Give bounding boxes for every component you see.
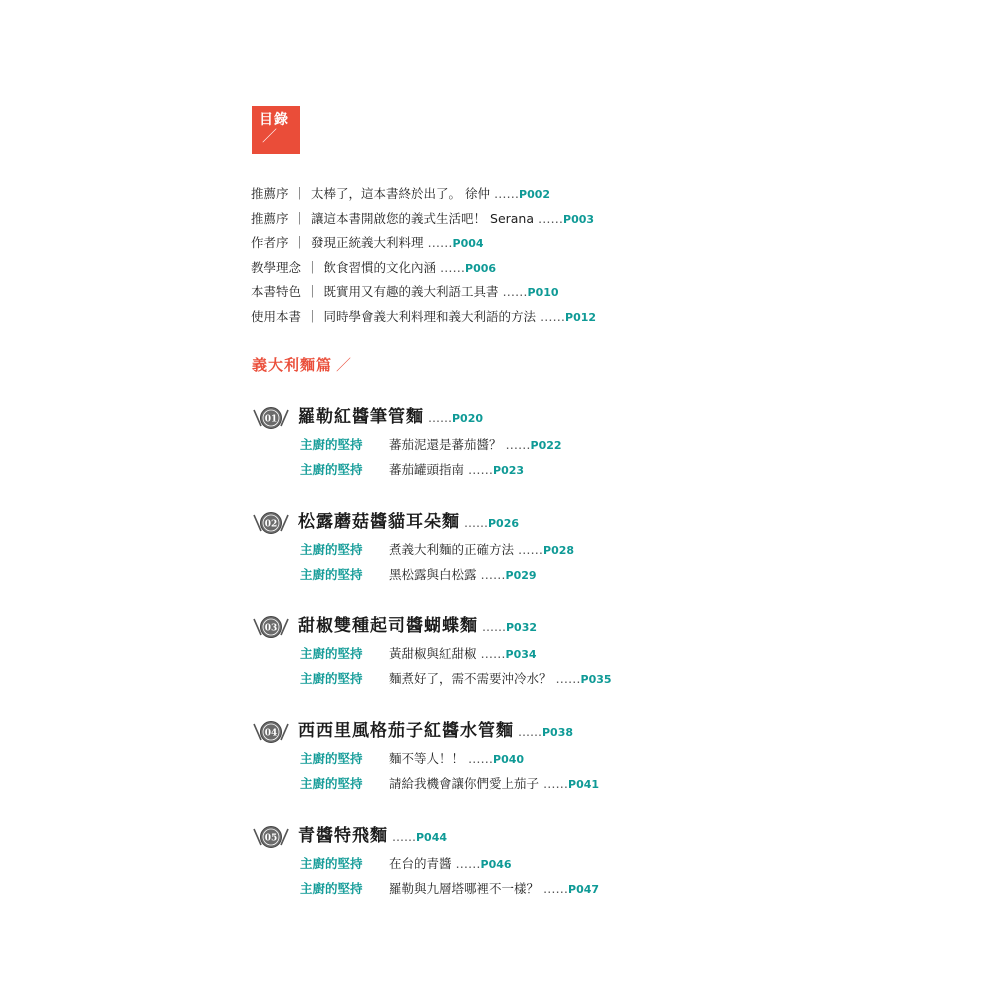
intro-item[interactable] xyxy=(251,182,596,207)
leader-dots: …… xyxy=(518,542,544,557)
sub-label: 主廚的堅持 xyxy=(300,646,363,661)
recipe-name: 羅勒紅醬筆管麵 xyxy=(298,407,424,427)
recipe-title xyxy=(298,825,447,849)
recipe-title xyxy=(298,406,483,430)
intro-item[interactable] xyxy=(251,256,596,281)
leader-dots: …… xyxy=(468,751,494,766)
recipe-number: 01 xyxy=(264,414,278,425)
leader-dots: …… xyxy=(468,462,494,477)
leader-dots: …… xyxy=(538,210,564,226)
intro-label: 本書特色 xyxy=(251,284,302,300)
intro-separator: ｜ xyxy=(293,235,307,251)
intro-separator: ｜ xyxy=(306,259,319,275)
sub-text: 羅勒與九層塔哪裡不一樣？ xyxy=(389,881,540,896)
sub-item[interactable] xyxy=(300,851,599,876)
intro-text: 讓這本書開啟您的義式生活吧！ Serana xyxy=(311,210,535,226)
sub-text: 黃甜椒與紅甜椒 xyxy=(389,646,477,661)
page-number: P047 xyxy=(568,883,600,896)
intro-text: 既實用又有趣的義大利語工具書 xyxy=(323,284,499,300)
intro-list xyxy=(251,182,596,330)
leader-dots: …… xyxy=(427,235,453,251)
sub-item[interactable] xyxy=(300,562,574,587)
sub-item[interactable] xyxy=(300,432,562,457)
leader-dots: …… xyxy=(440,259,466,275)
sub-list xyxy=(300,537,574,587)
recipe-number: 04 xyxy=(264,728,278,739)
leader-dots: …… xyxy=(428,411,452,425)
page-number: P044 xyxy=(416,831,448,844)
sub-label: 主廚的堅持 xyxy=(300,671,363,686)
leader-dots: …… xyxy=(482,620,506,634)
sub-item[interactable] xyxy=(300,666,612,691)
intro-text: 同時學會義大利料理和義大利語的方法 xyxy=(323,308,537,324)
sub-list xyxy=(300,851,599,901)
page-number: P032 xyxy=(506,621,538,634)
leader-dots: …… xyxy=(543,776,569,791)
recipe-title xyxy=(298,720,573,744)
section-slash: ／ xyxy=(336,356,353,374)
intro-label: 作者序 xyxy=(251,235,289,251)
sub-label: 主廚的堅持 xyxy=(300,776,363,791)
intro-item[interactable] xyxy=(251,280,596,305)
recipe-title xyxy=(298,615,537,639)
plate-number-icon xyxy=(252,718,290,746)
sub-text: 黑松露與白松露 xyxy=(389,567,477,582)
page-number: P022 xyxy=(530,439,562,452)
sub-label: 主廚的堅持 xyxy=(300,567,363,582)
sub-text: 在台的青醬 xyxy=(389,856,452,871)
leader-dots: …… xyxy=(392,830,416,844)
sub-list xyxy=(300,746,599,796)
plate-number-icon xyxy=(252,404,290,432)
toc-title: 目錄 xyxy=(259,112,289,128)
toc-badge xyxy=(252,106,300,154)
sub-text: 煮義大利麵的正確方法 xyxy=(389,542,515,557)
sub-label: 主廚的堅持 xyxy=(300,856,363,871)
recipe-number: 02 xyxy=(264,519,278,530)
leader-dots: …… xyxy=(480,567,506,582)
page-number: P010 xyxy=(527,286,559,300)
plate-number-icon xyxy=(252,823,290,851)
intro-separator: ｜ xyxy=(293,210,307,226)
leader-dots: …… xyxy=(543,881,569,896)
intro-label: 推薦序 xyxy=(251,186,289,201)
recipe-number: 05 xyxy=(264,833,278,844)
toc-slash: ／ xyxy=(262,127,278,145)
sub-list xyxy=(300,641,612,691)
page-number: P041 xyxy=(568,778,600,791)
sub-item[interactable] xyxy=(300,457,562,482)
recipe-name: 青醬特飛麵 xyxy=(298,826,388,846)
leader-dots: …… xyxy=(555,671,581,686)
page-number: P034 xyxy=(505,648,537,661)
page-number: P028 xyxy=(543,544,575,557)
page-number: P023 xyxy=(493,464,525,477)
intro-separator: ｜ xyxy=(306,308,319,324)
recipe-name: 西西里風格茄子紅醬水管麵 xyxy=(298,721,514,741)
sub-item[interactable] xyxy=(300,537,574,562)
page-number: P035 xyxy=(580,673,612,686)
page-number: P026 xyxy=(488,517,520,530)
intro-text: 發現正統義大利料理 xyxy=(311,235,424,251)
sub-item[interactable] xyxy=(300,746,599,771)
page-number: P004 xyxy=(452,237,484,251)
page-number: P012 xyxy=(565,310,597,324)
leader-dots: …… xyxy=(540,308,566,324)
sub-label: 主廚的堅持 xyxy=(300,881,363,896)
page-number: P046 xyxy=(480,858,512,871)
page-number: P029 xyxy=(505,569,537,582)
recipe-number: 03 xyxy=(264,623,278,634)
leader-dots: …… xyxy=(505,437,531,452)
intro-label: 推薦序 xyxy=(251,210,289,226)
page-number: P006 xyxy=(465,261,497,275)
page-number: P040 xyxy=(493,753,525,766)
leader-dots: …… xyxy=(494,186,520,201)
leader-dots: …… xyxy=(455,856,481,871)
sub-item[interactable] xyxy=(300,641,612,666)
sub-text: 麵煮好了，需不需要沖冷水？ xyxy=(389,671,552,686)
intro-separator: ｜ xyxy=(306,284,319,300)
intro-label: 教學理念 xyxy=(251,259,302,275)
sub-text: 蕃茄泥還是蕃茄醬？ xyxy=(389,437,502,452)
page-number: P038 xyxy=(542,726,574,739)
sub-label: 主廚的堅持 xyxy=(300,542,363,557)
page-number: P002 xyxy=(519,188,551,201)
recipe-title xyxy=(298,511,519,535)
intro-label: 使用本書 xyxy=(251,308,302,324)
sub-text: 請給我機會讓你們愛上茄子 xyxy=(389,776,540,791)
leader-dots: …… xyxy=(480,646,506,661)
page-number: P020 xyxy=(452,412,484,425)
leader-dots: …… xyxy=(502,284,528,300)
sub-text: 蕃茄罐頭指南 xyxy=(389,462,465,477)
leader-dots: …… xyxy=(464,516,488,530)
intro-text: 太棒了，這本書終於出了。 徐仲 xyxy=(311,186,491,201)
section-heading xyxy=(252,354,352,375)
sub-text: 麵不等人！！ xyxy=(389,751,465,766)
sub-label: 主廚的堅持 xyxy=(300,462,363,477)
sub-label: 主廚的堅持 xyxy=(300,437,363,452)
intro-separator: ｜ xyxy=(293,186,307,201)
recipe-name: 松露蘑菇醬貓耳朵麵 xyxy=(298,512,460,532)
sub-label: 主廚的堅持 xyxy=(300,751,363,766)
plate-number-icon xyxy=(252,509,290,537)
section-title: 義大利麵篇 xyxy=(252,356,333,374)
page-number: P003 xyxy=(563,212,595,226)
sub-item[interactable] xyxy=(300,771,599,796)
sub-list xyxy=(300,432,562,482)
intro-text: 飲食習慣的文化內涵 xyxy=(323,259,437,275)
intro-item[interactable] xyxy=(251,231,596,256)
intro-item[interactable] xyxy=(251,207,596,232)
recipe-name: 甜椒雙種起司醬蝴蝶麵 xyxy=(298,616,478,636)
intro-item[interactable] xyxy=(251,305,596,330)
plate-number-icon xyxy=(252,613,290,641)
leader-dots: …… xyxy=(518,725,542,739)
sub-item[interactable] xyxy=(300,876,599,901)
